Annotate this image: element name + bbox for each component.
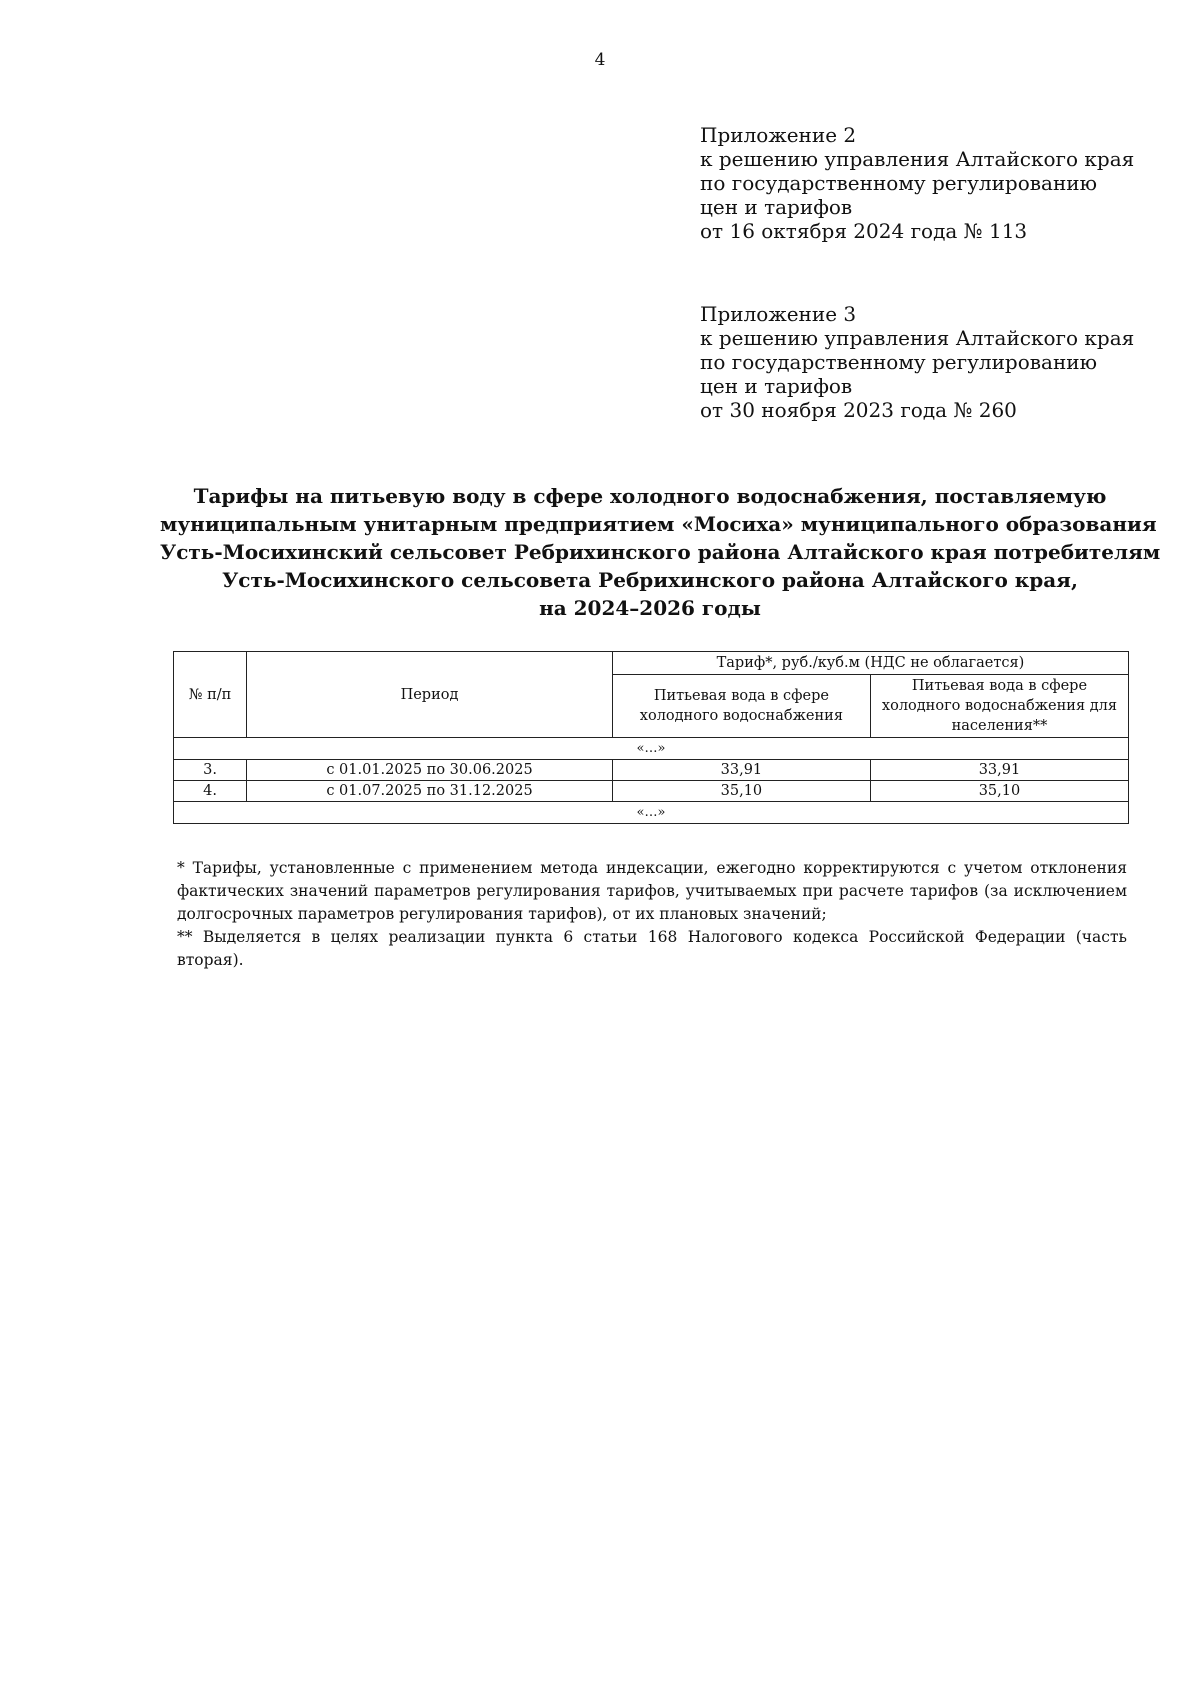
cell-tariff1: 33,91 [612,760,870,781]
header-tariff-cold-water: Питьевая вода в сфере холодного водоснабжения [612,675,870,738]
footnote-2: ** Выделяется в целях реализации пункта 6 статьи 168 Налогового кодекса Российской Федерации (часть вторая). [177,928,1127,969]
header-num: № п/п [174,652,247,738]
cell-period: с 01.07.2025 по 31.12.2025 [247,781,613,802]
appendix-line: по государственному регулированию [700,171,1098,195]
footnotes [177,857,1127,972]
appendix-2-header [700,123,1160,243]
table-row [174,760,1129,781]
appendix-line: по государственному регулированию [700,350,1098,374]
title-line: на 2024–2026 годы [539,596,761,620]
appendix-line: к решению управления Алтайского края [700,147,1135,171]
table-row [174,781,1129,802]
tariff-table [173,651,1129,824]
appendix-line: цен и тарифов [700,374,853,398]
title-line: Тарифы на питьевую воду в сфере холодного водоснабжения, поставляемую [193,484,1107,508]
header-tariff-population: Питьевая вода в сфере холодного водоснабжения для населения** [870,675,1128,738]
table-row-ellipsis [174,738,1129,760]
cell-tariff2: 35,10 [870,781,1128,802]
appendix-line: от 30 ноября 2023 года № 260 [700,398,1017,422]
document-title [160,482,1161,622]
cell-period: с 01.01.2025 по 30.06.2025 [247,760,613,781]
header-tariff-group: Тариф*, руб./куб.м (НДС не облагается) [612,652,1128,675]
appendix-line: цен и тарифов [700,195,853,219]
header-period: Период [247,652,613,738]
ellipsis-cell: «…» [174,738,1129,760]
appendix-line: Приложение 3 [700,302,857,326]
ellipsis-cell: «…» [174,802,1129,824]
appendix-line: от 16 октября 2024 года № 113 [700,219,1028,243]
footnote-1: * Тарифы, установленные с применением метода индексации, ежегодно корректируются с учетом отклонения фактических значений параметров регулирования тарифов, учитываемых при расчете тарифов (за исключением долгосрочных параметров регулирования тарифов), от их плановых значений; [177,859,1127,923]
title-line: Усть-Мосихинского сельсовета Ребрихинского района Алтайского края, [222,568,1078,592]
cell-tariff2: 33,91 [870,760,1128,781]
page-number: 4 [594,50,606,70]
title-line: муниципальным унитарным предприятием «Мосиха» муниципального образования [160,512,1157,536]
table-row-ellipsis [174,802,1129,824]
appendix-line: к решению управления Алтайского края [700,326,1135,350]
cell-tariff1: 35,10 [612,781,870,802]
appendix-line: Приложение 2 [700,123,857,147]
appendix-3-header [700,302,1160,422]
title-line: Усть-Мосихинский сельсовет Ребрихинского района Алтайского края потребителям [160,540,1161,564]
cell-num: 3. [174,760,247,781]
cell-num: 4. [174,781,247,802]
